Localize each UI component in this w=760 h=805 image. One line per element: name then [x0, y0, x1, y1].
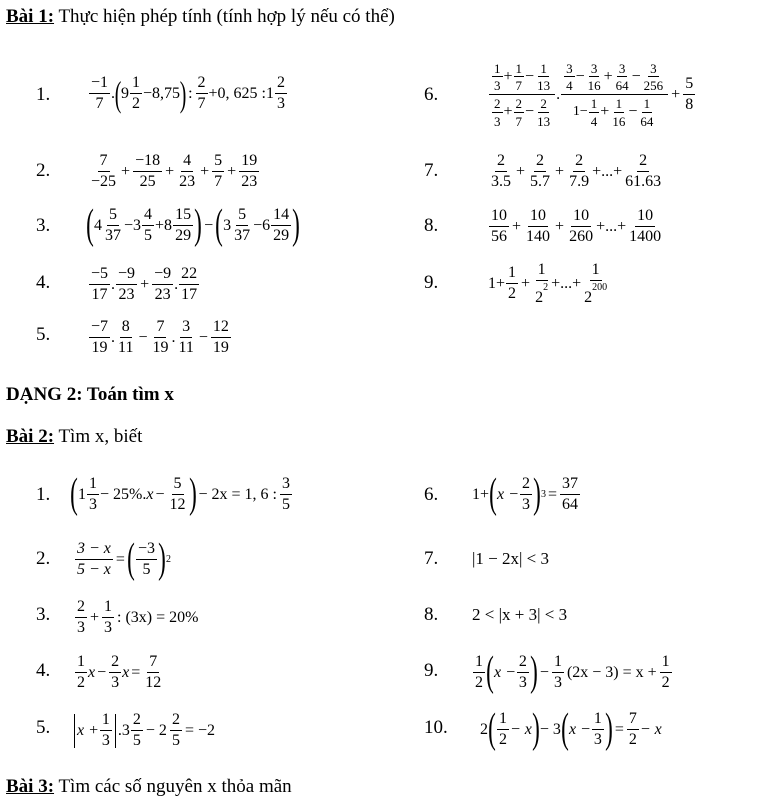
bai1-title: Thực hiện phép tính (tính hợp lý nếu có thể) — [54, 6, 395, 27]
b2-num-10: 10. — [424, 717, 448, 738]
b1-num-8: 8. — [424, 215, 439, 236]
b1-num-9: 9. — [424, 272, 439, 293]
b2-expr-1: ( 1 $\frac{1}{3}$ − 25%. x − $\frac{5}{12}$ ) − 2x = 1, 6 : $\frac{3}{5}$ — [70, 471, 290, 518]
b1-num-7: 7. — [424, 160, 439, 181]
b1-num-4: 4. — [36, 272, 51, 293]
b1-expr-9: 1+ $\frac{1}{2}$ + $\frac{1}{2^2}$ +...+ $\frac{1}{2^{200}}$ — [488, 260, 608, 306]
b2-num-8: 8. — [424, 604, 439, 625]
dang2-heading: DẠNG 2: Toán tìm x — [6, 384, 174, 405]
bai1-label: Bài 1: — [6, 6, 55, 27]
b1-expr-8: $\frac{10}{56}$ + $\frac{10}{140}$ + $\frac{10}{260}$ +...+ $\frac{10}{1400}$ — [491, 207, 662, 245]
b2-expr-2: $\frac{3 - x}{5 - x}$ = ( $\frac{-3}{5}$ ) 2 — [77, 536, 171, 583]
b2-num-3: 3. — [36, 604, 51, 625]
bai2-label: Bài 2: — [6, 426, 55, 447]
b2-num-9: 9. — [424, 660, 439, 681]
b2-expr-5: x + $\frac{1}{3}$ .3 $\frac{2}{5}$ − 2 $\frac{2}{5}$ = −2 — [72, 708, 217, 754]
b2-expr-4: $\frac{1}{2}$ x − $\frac{2}{3}$ x = $\frac{7}{12}$ — [77, 653, 162, 691]
b1-expr-3: ( 4 $\frac{5}{37}$ −3 $\frac{4}{5}$ +8 $\frac{15}{29}$ ) − ( 3 $\frac{5}{37}$ −6 $\frac{14}{29}$ ) — [86, 202, 300, 249]
b2-expr-9: $\frac{1}{2}$ ( x − $\frac{2}{3}$ ) − $\frac{1}{3}$ (2x − 3) = x + $\frac{1}{2}$ — [475, 649, 670, 696]
b2-expr-7: |1 − 2x| < 3 — [472, 548, 549, 568]
b2-num-2: 2. — [36, 548, 51, 569]
b2-num-7: 7. — [424, 548, 439, 569]
b1-expr-2: $\frac{7}{-25}$ + $\frac{-18}{25}$ + $\frac{4}{23}$ + $\frac{5}{7}$ + $\frac{19}{23}$ — [91, 152, 258, 190]
b2-expr-8: 2 < |x + 3| < 3 — [472, 604, 568, 624]
b2-num-4: 4. — [36, 660, 51, 681]
bai2-title: Tìm x, biết — [54, 426, 143, 447]
b1-expr-5: $\frac{-7}{19}$ . $\frac{8}{11}$ − $\frac{7}{19}$ . $\frac{3}{11}$ − $\frac{12}{19}$ — [91, 318, 229, 356]
bai2-heading — [6, 426, 142, 448]
b2-expr-3: $\frac{2}{3}$ + $\frac{1}{3}$ : (3x) = 20% — [77, 598, 199, 636]
b1-expr-7: $\frac{2}{3.5}$ + $\frac{2}{5.7}$ + $\frac{2}{7.9}$ +...+ $\frac{2}{61.63}$ — [491, 152, 662, 190]
b2-expr-10: 2 ( $\frac{1}{2}$ − x ) − 3 ( x − $\frac{1}{3}$ ) = $\frac{7}{2}$ − x — [480, 706, 662, 753]
b1-expr-6: $\frac{1}{3}$ + $\frac{1}{7}$ − $\frac{1}{13}$ $\frac{2}{3}$ + $\frac{2}{7}$ − $\frac{2}{13}$ . $\frac{3}{4}$ − $\frac{3}{16}$ + $\frac{3}{64}$ − $\frac{3}{256}$ 1− $\frac{1}{4}$ + $\frac{1}{16}$ − $\frac{1}{64}$ + $\frac{5}{8}$ — [488, 46, 696, 144]
b1-num-5: 5. — [36, 324, 51, 345]
bai1-heading — [6, 6, 395, 28]
b1-expr-4: $\frac{-5}{17}$ . $\frac{-9}{23}$ + $\frac{-9}{23}$ . $\frac{22}{17}$ — [91, 265, 198, 303]
b2-num-6: 6. — [424, 484, 439, 505]
b1-num-3: 3. — [36, 215, 51, 236]
b1-num-2: 2. — [36, 160, 51, 181]
b2-num-1: 1. — [36, 484, 51, 505]
b2-num-5: 5. — [36, 717, 51, 738]
bai3-title: Tìm các số nguyên x thỏa mãn — [54, 776, 292, 797]
bai3-heading — [6, 776, 292, 798]
b2-expr-6: 1+ ( x − $\frac{2}{3}$ ) 3 = $\frac{37}{64}$ — [472, 471, 578, 518]
bai3-label: Bài 3: — [6, 776, 55, 797]
b1-expr-1: $\frac{-1}{7}$ . ( 9 $\frac{1}{2}$ −8,75 ) : $\frac{2}{7}$ +0, 625 :1 $\frac{2}{3}$ — [91, 73, 285, 114]
b1-num-6: 6. — [424, 84, 439, 105]
b1-num-1: 1. — [36, 84, 51, 105]
